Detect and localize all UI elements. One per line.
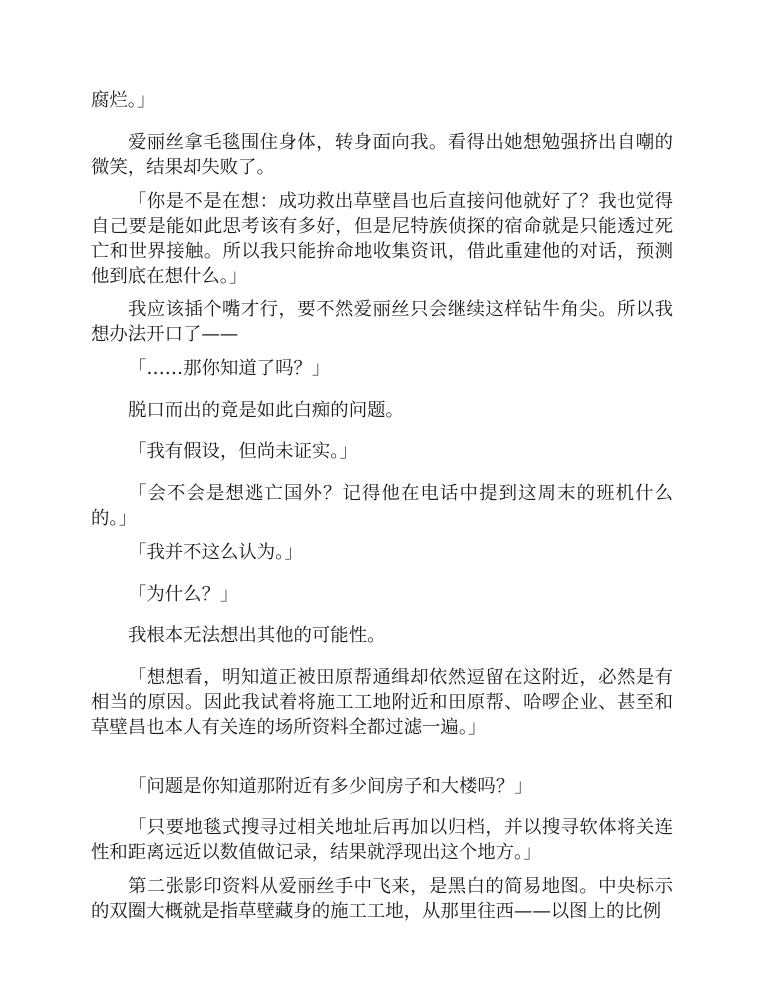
paragraph: 我根本无法想出其他的可能性。 (128, 625, 386, 646)
paragraph: 「我有假设，但尚未证实。」 (128, 441, 358, 462)
paragraph: 「……那你知道了吗？」 (128, 358, 331, 379)
paragraph: 「只要地毯式搜寻过相关地址后再加以归档，并以搜寻软体将关连性和距离远近以数值做记录，结果就浮现出这个地方。」 (91, 817, 673, 863)
paragraph: 「会不会是想逃亡国外？记得他在电话中提到这周末的班机什么的。」 (91, 483, 673, 529)
paragraph: 第二张影印资料从爱丽丝手中飞来，是黑白的简易地图。中央标示的双圈大概就是指草壁藏身的施工工地，从那里往西——以图上的比例 (91, 876, 673, 922)
paragraph: 「想想看，明知道正被田原帮通缉却依然逗留在这附近，必然是有相当的原因。因此我试着将施工工地附近和田原帮、哈啰企业、甚至和草壁昌也本人有关连的场所资料全都过滤一遍。」 (91, 667, 673, 738)
paragraph: 脱口而出的竟是如此白痴的问题。 (128, 400, 404, 421)
paragraph: 「你是不是在想：成功救出草壁昌也后直接问他就好了？我也觉得自己要是能如此思考该有多好，但是尼特族侦探的宿命就是只能透过死亡和世界接触。所以我只能拚命地收集资讯，借此重建他的对话，预测他到底在想什么。」 (91, 191, 673, 287)
paragraph: 「我并不这么认为。」 (128, 542, 303, 563)
paragraph: 我应该插个嘴才行，要不然爱丽丝只会继续这样钻牛角尖。所以我想办法开口了—— (91, 299, 673, 345)
paragraph: 「问题是你知道那附近有多少间房子和大楼吗？」 (128, 776, 533, 797)
paragraph: 腐烂。」 (91, 90, 156, 111)
paragraph: 「为什么？」 (128, 584, 239, 605)
paragraph: 爱丽丝拿毛毯围住身体，转身面向我。看得出她想勉强挤出自嘲的微笑，结果却失败了。 (91, 132, 673, 178)
